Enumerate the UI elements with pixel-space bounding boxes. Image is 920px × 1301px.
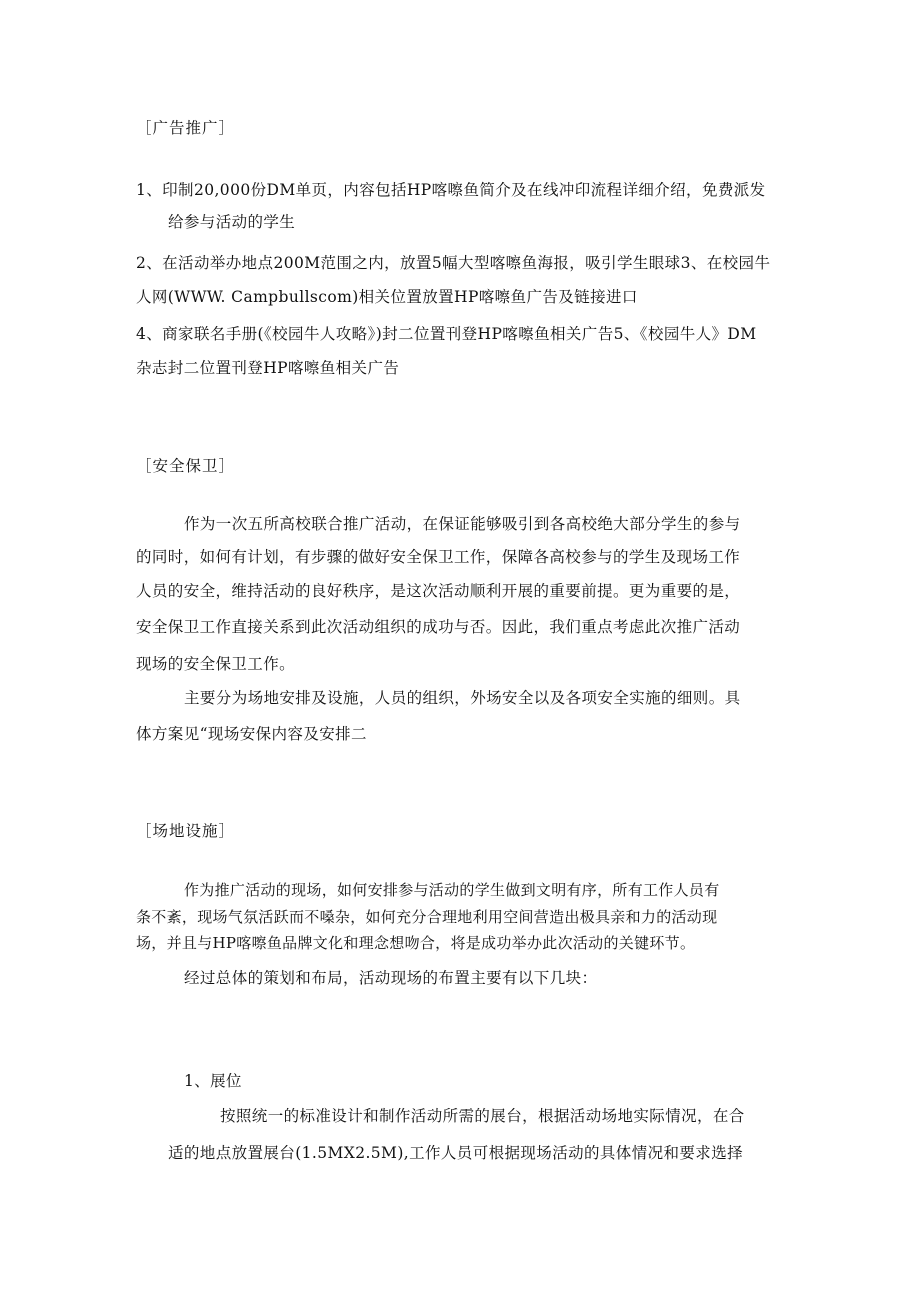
section-heading-ad: ［广告推广］ (136, 119, 236, 137)
security-paragraph-2-line-1: 主要分为场地安排及设施，人员的组织，外场安全以及各项安全实施的细则。具 (184, 689, 741, 707)
venue-booth-line-1: 按照统一的标准设计和制作活动所需的展台，根据活动场地实际情况，在合 (220, 1107, 745, 1125)
section-heading-venue: ［场地设施］ (136, 822, 236, 840)
section-heading-security: ［安全保卫］ (136, 457, 236, 475)
ad-item-1-line-1: 1、印制20,000份DM单页，内容包括HP喀嚓鱼简介及在线冲印流程详细介绍，免费派发 (136, 181, 766, 199)
venue-paragraph-1-line-2: 条不紊，现场气氛活跃而不嗓杂，如何充分合理地利用空间营造出极具亲和力的活动现 (136, 908, 718, 926)
security-paragraph-1-line-3: 人员的安全，维持活动的良好秩序，是这次活动顺利开展的重要前提。更为重要的是， (136, 582, 741, 600)
security-paragraph-1-line-1: 作为一次五所高校联合推广活动，在保证能够吸引到各高校绝大部分学生的参与 (184, 515, 741, 533)
venue-paragraph-1-line-1: 作为推广活动的现场，如何安排参与活动的学生做到文明有序，所有工作人员有 (184, 881, 720, 899)
security-paragraph-1-line-5: 现场的安全保卫工作。 (136, 655, 296, 673)
security-paragraph-2-line-2: 体方案见“现场安保内容及安排二 (136, 725, 367, 743)
security-paragraph-1-line-2: 的同时，如何有计划，有步骤的做好安全保卫工作，保障各高校参与的学生及现场工作 (136, 548, 741, 566)
security-paragraph-1-line-4: 安全保卫工作直接关系到此次活动组织的成功与否。因此，我们重点考虑此次推广活动 (136, 618, 741, 636)
ad-item-2-line-2: 人网(WWW. Campbullscom)相关位置放置HP喀嚓鱼广告及链接进口 (136, 288, 638, 306)
venue-booth-line-2: 适的地点放置展台(1.5MX2.5M),工作人员可根据现场活动的具体情况和要求选择 (168, 1144, 743, 1162)
ad-item-4-line-2: 杂志封二位置刊登HP喀嚓鱼相关广告 (136, 359, 400, 377)
venue-paragraph-1-line-3: 场，并且与HP喀嚓鱼品牌文化和理念想吻合，将是成功举办此次活动的关键环节。 (136, 934, 696, 952)
ad-item-4-line-1: 4、商家联名手册(《校园牛人攻略》)封二位置刊登HP喀嚓鱼相关广告5、《校园牛人》DM (136, 325, 757, 343)
ad-item-2-line-1: 2、在活动举办地点200M范围之内，放置5幅大型喀嚓鱼海报，吸引学生眼球3、在校园牛 (136, 254, 771, 272)
venue-subsection-title-booth: 1、展位 (184, 1072, 242, 1090)
ad-item-1-line-2: 给参与活动的学生 (168, 213, 296, 231)
venue-paragraph-2-line-1: 经过总体的策划和布局，活动现场的布置主要有以下几块： (184, 969, 598, 987)
